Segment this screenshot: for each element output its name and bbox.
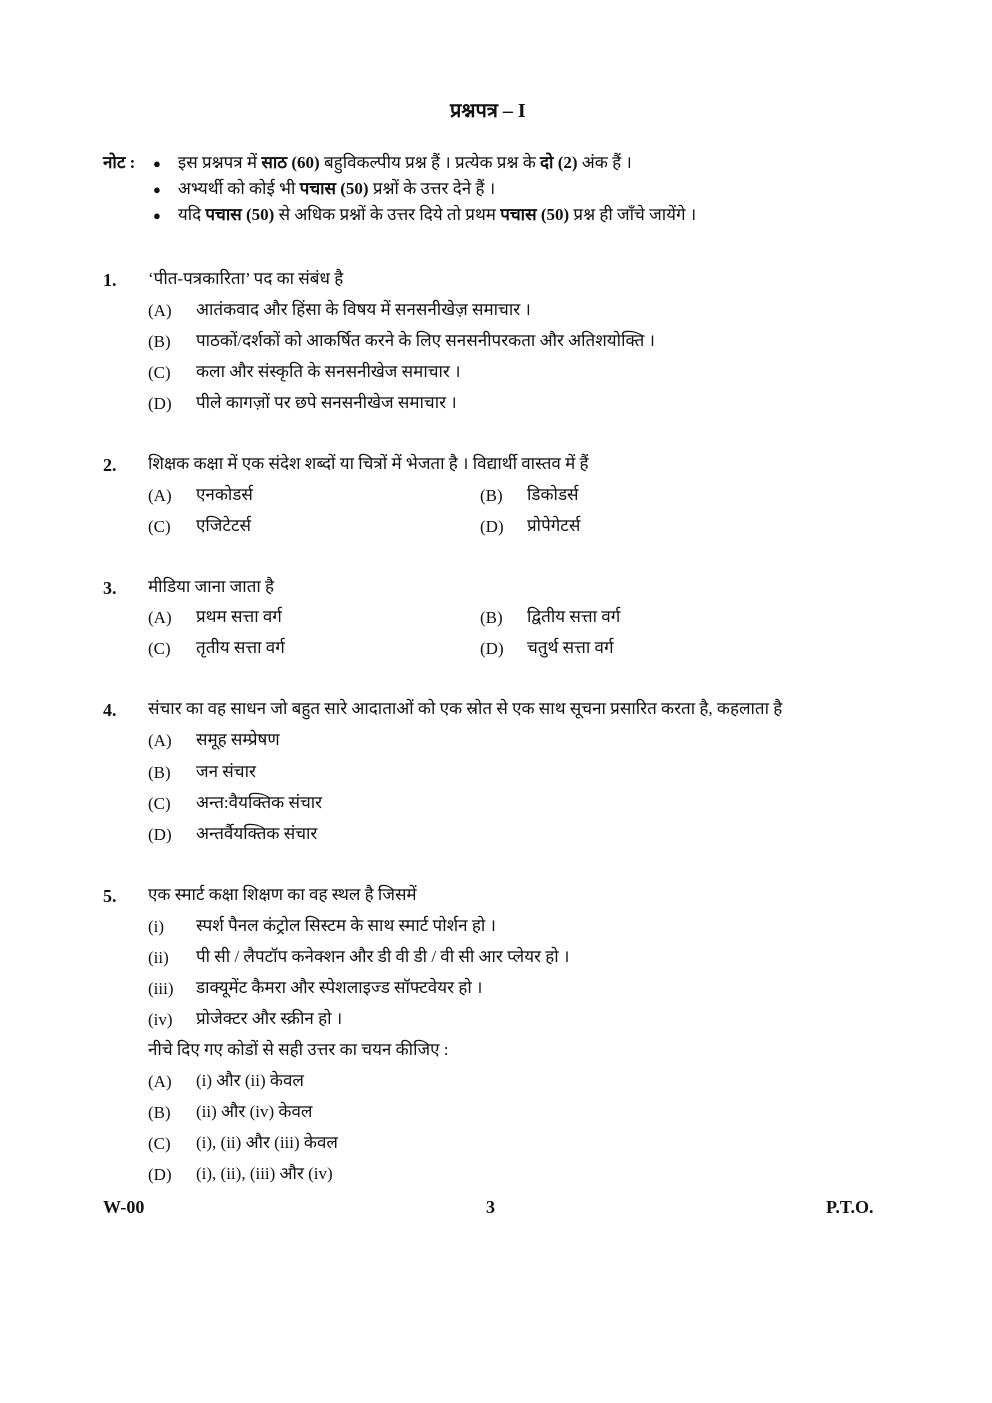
option-label: (B)	[148, 1103, 171, 1122]
note-item: ● अभ्यर्थी को कोई भी पचास (50) प्रश्नों के उत्तर देने हैं ।	[153, 179, 496, 198]
page-title: प्रश्नपत्र – I	[450, 100, 526, 122]
note-item: ● यदि पचास (50) से अधिक प्रश्नों के उत्तर दिये तो प्रथम पचास (50) प्रश्न ही जाँचे जायेंगे ।	[153, 205, 697, 224]
option-text: एनकोडर्स	[196, 485, 253, 504]
option-text: अन्तर्वैयक्तिक संचार	[196, 824, 318, 843]
question-number: 3.	[103, 578, 117, 598]
option-text: प्रोपेगेटर्स	[527, 516, 581, 535]
option-label: (B)	[480, 486, 503, 505]
statement-label: (i)	[148, 917, 165, 936]
note-label: नोट :	[103, 153, 136, 172]
question-text: एक स्मार्ट कक्षा शिक्षण का वह स्थल है जिसमें	[148, 885, 417, 904]
option-label: (A)	[148, 608, 172, 627]
option-text: अन्त:वैयक्तिक संचार	[196, 793, 323, 812]
statement-label: (ii)	[148, 948, 169, 967]
option-label: (D)	[148, 825, 172, 844]
option-text: आतंकवाद और हिंसा के विषय में सनसनीखेज़ समाचार ।	[196, 300, 531, 319]
option-label: (A)	[148, 301, 172, 320]
question-number: 5.	[103, 886, 117, 906]
statement-text: पी सी / लैपटॉप कनेक्शन और डी वी डी / वी सी आर प्लेयर हो ।	[196, 947, 570, 966]
option-label: (D)	[480, 517, 504, 536]
option-text: समूह सम्प्रेषण	[196, 730, 280, 749]
option-label: (C)	[148, 1134, 171, 1153]
option-label: (B)	[148, 763, 171, 782]
option-text: जन संचार	[196, 762, 256, 781]
option-text: (i), (ii) और (iii) केवल	[196, 1133, 338, 1152]
option-label: (A)	[148, 1072, 172, 1091]
option-label: (D)	[148, 1165, 172, 1184]
option-text: प्रथम सत्ता वर्ग	[196, 607, 282, 626]
bullet-icon: ●	[153, 156, 161, 171]
bullet-icon: ●	[153, 182, 161, 197]
option-label: (C)	[148, 517, 171, 536]
option-text: तृतीय सत्ता वर्ग	[196, 638, 285, 657]
question-text: शिक्षक कक्षा में एक संदेश शब्दों या चित्रों में भेजता है । विद्यार्थी वास्तव में हैं	[148, 454, 589, 473]
statement-text: स्पर्श पैनल कंट्रोल सिस्टम के साथ स्मार्ट पोर्शन हो ।	[196, 916, 496, 935]
statement-text: डाक्यूमेंट कैमरा और स्पेशलाइज्ड सॉफ्टवेयर हो ।	[196, 978, 483, 997]
statement-label: (iii)	[148, 979, 174, 998]
option-label: (D)	[148, 394, 172, 413]
question-text: ‘पीत-पत्रकारिता’ पद का संबंध है	[148, 269, 344, 288]
question-number: 4.	[103, 700, 117, 720]
option-text: डिकोडर्स	[527, 485, 579, 504]
option-label: (A)	[148, 731, 172, 750]
page-number: 3	[486, 1197, 495, 1217]
option-label: (C)	[148, 363, 171, 382]
option-text: द्वितीय सत्ता वर्ग	[527, 607, 621, 626]
question-number: 1.	[103, 270, 117, 290]
option-text: कला और संस्कृति के सनसनीखेज समाचार ।	[196, 362, 461, 381]
question-text: मीडिया जाना जाता है	[148, 577, 275, 596]
bullet-icon: ●	[153, 208, 161, 223]
option-text: (i), (ii), (iii) और (iv)	[196, 1164, 333, 1183]
option-label: (D)	[480, 639, 504, 658]
option-label: (B)	[480, 608, 503, 627]
option-label: (C)	[148, 639, 171, 658]
note-item: ● इस प्रश्नपत्र में साठ (60) बहुविकल्पीय प्रश्न हैं । प्रत्येक प्रश्न के दो (2) अंक हैं ।	[153, 153, 632, 172]
question-text: संचार का वह साधन जो बहुत सारे आदाताओं को एक स्रोत से एक साथ सूचना प्रसारित करता है, कहलाता है	[148, 699, 783, 718]
option-text: पाठकों/दर्शकों को आकर्षित करने के लिए सनसनीपरकता और अतिशयोक्ति ।	[196, 331, 655, 350]
option-text: पीले कागज़ों पर छपे सनसनीखेज समाचार ।	[196, 393, 457, 412]
instruction-text: नीचे दिए गए कोडों से सही उत्तर का चयन कीजिए :	[148, 1040, 449, 1059]
statement-text: प्रोजेक्टर और स्क्रीन हो ।	[196, 1009, 343, 1028]
option-text: (i) और (ii) केवल	[196, 1071, 304, 1090]
option-text: (ii) और (iv) केवल	[196, 1102, 313, 1121]
question-number: 2.	[103, 455, 117, 475]
paper-code: W-00	[103, 1197, 145, 1217]
pto-label: P.T.O.	[826, 1197, 874, 1217]
option-label: (A)	[148, 486, 172, 505]
option-label: (B)	[148, 332, 171, 351]
option-label: (C)	[148, 794, 171, 813]
option-text: चतुर्थ सत्ता वर्ग	[527, 638, 614, 657]
statement-label: (iv)	[148, 1010, 173, 1029]
option-text: एजिटेटर्स	[196, 516, 252, 535]
